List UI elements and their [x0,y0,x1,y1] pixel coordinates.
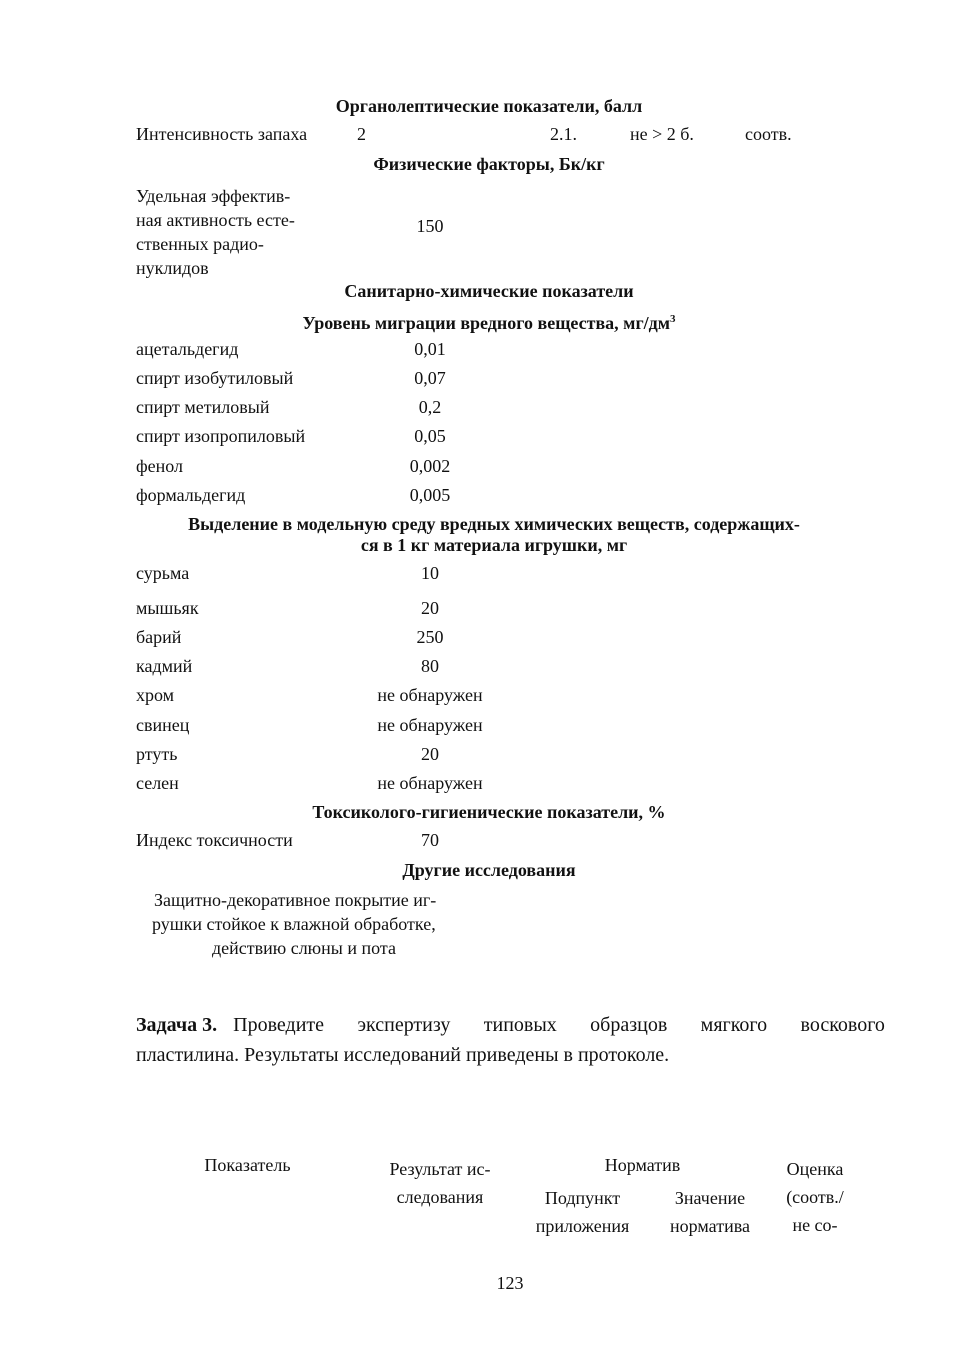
release-row-name: кадмий [136,656,193,676]
release-row-name: мышьяк [136,598,199,618]
task-word: типовых [483,1014,557,1036]
odor-intensity-subpoint: 2.1. [550,124,577,144]
other-text-line: рушки стойкое к влажной обработке, [152,914,436,934]
physical-heading: Физические факторы, Бк/кг [373,154,605,174]
other-text-line: действию слюны и пота [212,938,396,958]
col-subpoint-header [520,1184,645,1240]
release-row-value: 20 [421,744,439,764]
migration-heading [136,309,842,333]
col-assessment-line: Оценка [786,1159,844,1179]
migration-row-value: 0,05 [414,426,446,446]
task-line-1 [136,1010,885,1040]
toxicity-index-value: 70 [421,830,439,850]
col-norm-header: Норматив [604,1155,681,1175]
migration-heading-sup: 3 [669,313,676,325]
other-heading: Другие исследования [402,860,576,880]
migration-row-value: 0,07 [414,368,446,388]
toxicity-index-label: Индекс токсичности [136,830,293,850]
migration-heading-text: Уровень миграции вредного вещества, мг/дм [302,313,670,333]
task-word: воскового [800,1014,885,1036]
release-heading-line: Выделение в модельную среду вредных химических веществ, содержащих- [188,514,800,534]
radionuclide-label-line: Удельная эффектив- [136,186,291,206]
migration-row-name: ацетальдегид [136,339,239,359]
release-row-value: не обнаружен [377,715,483,735]
release-row-value: не обнаружен [377,685,483,705]
odor-intensity-label: Интенсивность запаха [136,124,308,144]
toxicology-heading: Токсиколого-гигиенические показатели, % [312,802,666,822]
release-row-name: барий [136,627,182,647]
task-label: Задача 3. [136,1014,218,1036]
migration-row-value: 0,005 [409,485,451,505]
release-row-value: не обнаружен [377,773,483,793]
task-paragraph [136,1010,885,1070]
radionuclide-activity-label [136,184,295,280]
release-row-value: 20 [421,598,439,618]
radionuclide-label-line: ственных радио- [136,234,264,254]
release-row-value: 250 [416,627,444,647]
release-row-name: сурьма [136,563,190,583]
migration-row-name: формальдегид [136,485,246,505]
odor-intensity-result: 2 [357,124,366,144]
radionuclide-label-line: нуклидов [136,258,209,278]
task-line-1-words [233,1010,885,1040]
migration-row-name: спирт изобутиловый [136,368,294,388]
col-assessment-line: (соотв./ [786,1187,844,1207]
page-number: 123 [496,1273,524,1293]
col-assessment-line: не со- [792,1215,838,1235]
migration-row-name: спирт изопропиловый [136,426,306,446]
other-text-line: Защитно-декоративное покрытие иг- [154,890,437,910]
release-heading [136,514,852,556]
release-row-name: селен [136,773,179,793]
col-result-line: следования [396,1187,484,1207]
task-word: мягкого [700,1014,768,1036]
migration-row-value: 0,002 [409,456,451,476]
task-word: Проведите [233,1014,325,1036]
release-row-value: 10 [421,563,439,583]
migration-row-name: фенол [136,456,184,476]
odor-intensity-assessment: соотв. [745,124,792,144]
task-word: образцов [590,1014,668,1036]
col-subpoint-line: Подпункт [544,1188,621,1208]
col-value-line: Значение [674,1188,746,1208]
task-line-2: пластилина. Результаты исследований приведены в протоколе. [136,1044,670,1066]
migration-row-name: спирт метиловый [136,397,270,417]
col-result-header [370,1155,510,1211]
radionuclide-activity-result: 150 [416,216,444,236]
col-result-line: Результат ис- [389,1159,491,1179]
odor-intensity-norm: не > 2 б. [630,124,694,144]
col-subpoint-line: приложения [535,1216,630,1236]
release-heading-line: ся в 1 кг материала игрушки, мг [360,535,628,555]
col-assessment-header [770,1155,860,1239]
task-word: экспертизу [357,1014,451,1036]
radionuclide-label-line: ная активность есте- [136,210,295,230]
release-row-name: хром [136,685,175,705]
migration-row-value: 0,2 [418,397,442,417]
release-row-value: 80 [421,656,439,676]
release-row-name: ртуть [136,744,178,764]
release-row-name: свинец [136,715,190,735]
sanitary-heading: Санитарно-химические показатели [344,281,634,301]
col-value-header [655,1184,765,1240]
col-indicator-header: Показатель [204,1155,291,1175]
organoleptic-heading: Органолептические показатели, балл [335,96,643,116]
migration-row-value: 0,01 [414,339,446,359]
task-line-1-inner [136,1010,217,1040]
other-text [136,888,586,960]
col-value-line: норматива [670,1216,750,1236]
